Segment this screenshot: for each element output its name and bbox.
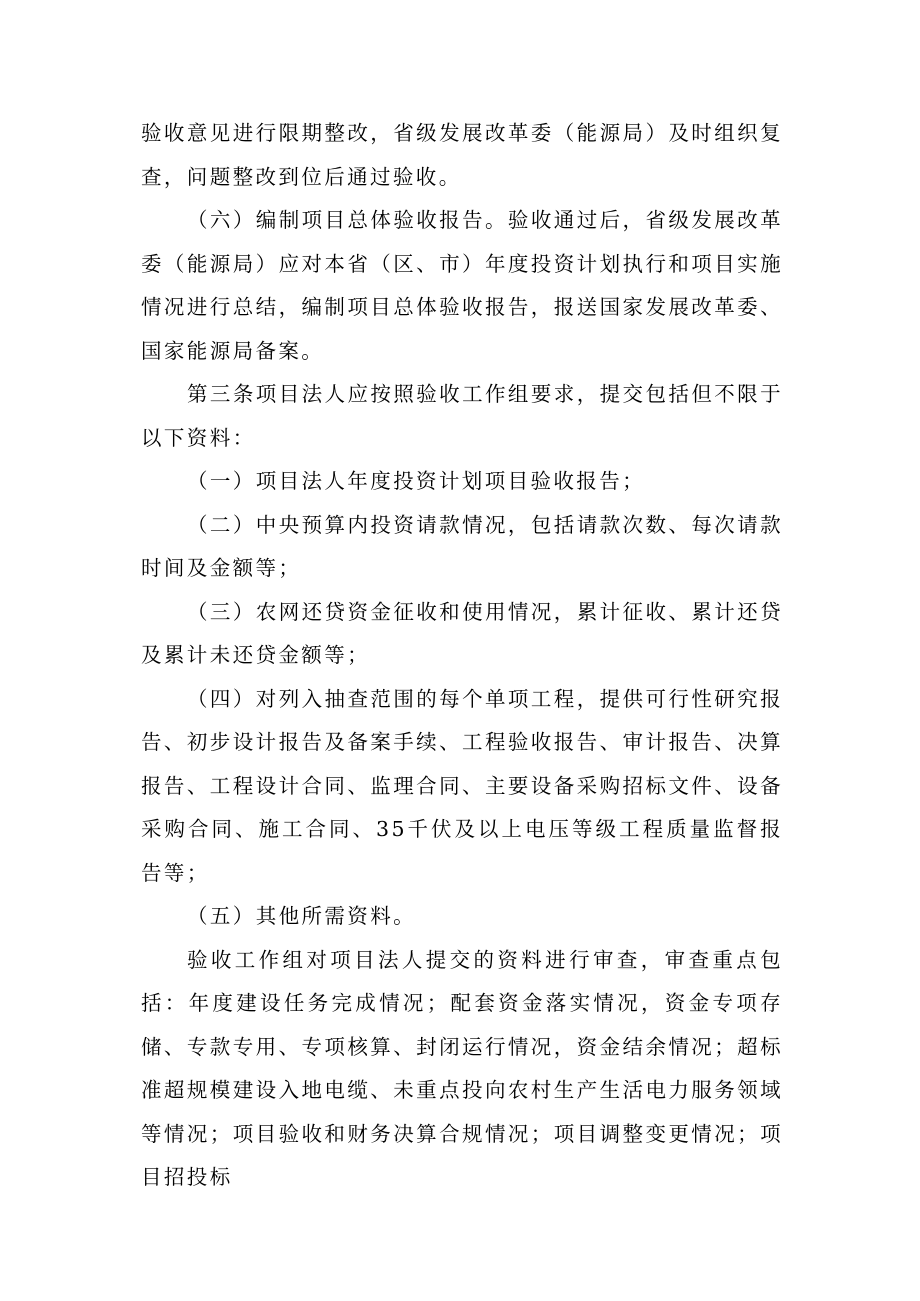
list-item-three: （三）农网还贷资金征收和使用情况，累计征收、累计还贷及累计未还贷金额等； <box>141 599 783 667</box>
list-item-one: （一）项目法人年度投资计划项目验收报告； <box>187 469 645 493</box>
document-body <box>141 112 783 1200</box>
list-item-five: （五）其他所需资料。 <box>187 904 416 928</box>
paragraph-review-focus: 验收工作组对项目法人提交的资料进行审查，审查重点包括：年度建设任务完成情况；配套资金落实情况，资金专项存储、专款专用、专项核算、封闭运行情况，资金结余情况；超标准超规模建设入地电缆、未重点投向农村生产生活电力服务领域等情况；项目验收和财务决算合规情况；项目调整变更情况；项目招投标 <box>141 947 783 1189</box>
list-item-four: （四）对列入抽查范围的每个单项工程，提供可行性研究报告、初步设计报告及备案手续、工程验收报告、审计报告、决算报告、工程设计合同、监理合同、主要设备采购招标文件、设备采购合同、施工合同、35千伏及以上电压等级工程质量监督报告等； <box>141 686 783 885</box>
paragraph-article-three: 第三条项目法人应按照验收工作组要求，提交包括但不限于以下资料： <box>141 382 783 450</box>
paragraph-continuation: 验收意见进行限期整改，省级发展改革委（能源局）及时组织复查，问题整改到位后通过验收。 <box>141 121 783 189</box>
paragraph-section-six: （六）编制项目总体验收报告。验收通过后，省级发展改革委（能源局）应对本省（区、市）年度投资计划执行和项目实施情况进行总结，编制项目总体验收报告，报送国家发展改革委、国家能源局备案。 <box>141 208 783 363</box>
list-item-two: （二）中央预算内投资请款情况，包括请款次数、每次请款时间及金额等； <box>141 512 783 580</box>
